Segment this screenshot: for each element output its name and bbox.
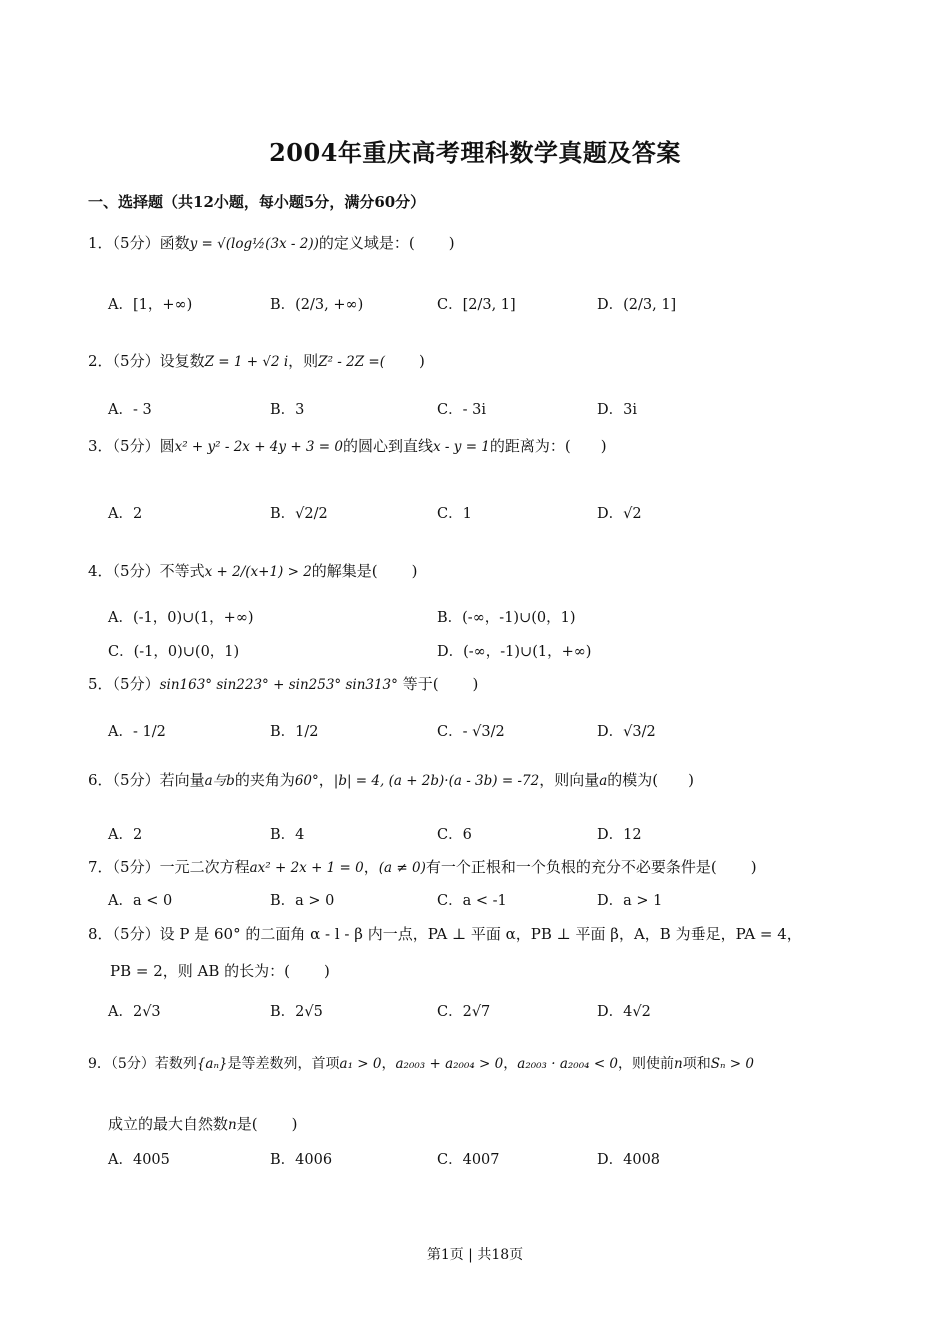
question-number: 3．（5分） — [88, 437, 160, 455]
option-d: D．4008 — [597, 1152, 661, 1168]
option-b: B．a > 0 — [270, 893, 335, 909]
option-b: B．1/2 — [270, 724, 319, 740]
option-b: B．√2/2 — [270, 506, 328, 522]
math-expr: sin163° sin223° + sin253° sin313° — [159, 677, 398, 693]
option-a: A．2 — [108, 506, 143, 522]
question-number: 8．（5分） — [88, 925, 160, 943]
option-a: A．a < 0 — [108, 893, 173, 909]
math-expr: Sₙ > 0 — [710, 1056, 754, 1072]
math-expr: |b| = 4, (a + 2b)·(a - 3b) = -72 — [333, 773, 540, 789]
option-d: D．3i — [597, 402, 637, 418]
question-3: 3．（5分）圆x² + y² - 2x + 4y + 3 = 0的圆心到直线x - y = 1的距离为：( ) — [88, 437, 607, 455]
question-9: 9．（5分）若数列{aₙ}是等差数列，首项a₁ > 0，a₂₀₀₃ + a₂₀₀₄ > 0，a₂₀₀₃ · a₂₀₀₄ < 0，则使前n项和Sₙ > 0 — [88, 1056, 754, 1072]
question-7: 7．（5分）一元二次方程ax² + 2x + 1 = 0，(a ≠ 0)有一个正根和一个负根的充分不必要条件是( ) — [88, 858, 757, 876]
option-b: B．4006 — [270, 1152, 333, 1168]
question-1: 1．（5分）函数y = √(log½(3x - 2))的定义域是：( ) — [88, 234, 455, 252]
math-expr: {aₙ} — [196, 1056, 228, 1072]
option-d: D．(2/3, 1] — [597, 297, 677, 313]
question-8-cont: PB = 2，则 AB 的长为：( ) — [110, 962, 330, 980]
question-number: 2．（5分） — [88, 352, 160, 370]
option-c: C．1 — [437, 506, 472, 522]
option-d: D．4√2 — [597, 1004, 651, 1020]
option-a: A．[1，+∞) — [108, 297, 193, 313]
option-c: C．4007 — [437, 1152, 500, 1168]
math-expr: y = √(log½(3x - 2)) — [189, 236, 319, 252]
question-4: 4．（5分）不等式x + 2/(x+1) > 2的解集是( ) — [88, 562, 418, 580]
question-number: 5．（5分） — [88, 675, 160, 693]
math-expr: Z = 1 + √2 i — [204, 354, 289, 370]
math-expr: n — [674, 1056, 683, 1072]
option-c: C．6 — [437, 827, 472, 843]
option-a: A．- 1/2 — [108, 724, 166, 740]
math-expr: x² + y² - 2x + 4y + 3 = 0 — [174, 439, 343, 455]
math-expr: a — [599, 773, 608, 789]
option-d: D．√2 — [597, 506, 642, 522]
option-a: A．(-1，0)∪(1，+∞) — [108, 610, 254, 626]
math-expr: a₂₀₀₃ · a₂₀₀₄ < 0 — [517, 1056, 619, 1072]
option-b: B．2√5 — [270, 1004, 323, 1020]
question-5: 5．（5分）sin163° sin223° + sin253° sin313° 等于( ) — [88, 675, 479, 693]
option-c: C．(-1，0)∪(0，1) — [108, 644, 240, 660]
option-c: C．2√7 — [437, 1004, 491, 1020]
math-expr: ax² + 2x + 1 = 0 — [249, 860, 364, 876]
question-9-cont: 成立的最大自然数n是( ) — [108, 1115, 298, 1133]
question-number: 4．（5分） — [88, 562, 160, 580]
math-expr: x - y = 1 — [433, 439, 490, 455]
option-a: A．- 3 — [108, 402, 152, 418]
option-d: D．√3/2 — [597, 724, 656, 740]
question-number: 1．（5分） — [88, 234, 160, 252]
math-expr: a₂₀₀₃ + a₂₀₀₄ > 0 — [395, 1056, 504, 1072]
math-expr: 60° — [294, 773, 319, 789]
option-c: C．- 3i — [437, 402, 486, 418]
page-title: 2004年重庆高考理科数学真题及答案 — [269, 138, 681, 167]
option-d: D．12 — [597, 827, 642, 843]
option-c: C．[2/3, 1] — [437, 297, 516, 313]
option-b: B．(2/3, +∞) — [270, 297, 364, 313]
math-expr: Z² - 2Z =( — [318, 354, 385, 370]
option-a: A．4005 — [108, 1152, 170, 1168]
math-expr: x + 2/(x+1) > 2 — [204, 564, 312, 580]
option-b: B．3 — [270, 402, 305, 418]
option-b: B．(-∞，-1)∪(0，1) — [437, 610, 576, 626]
option-a: A．2√3 — [108, 1004, 161, 1020]
question-6: 6．（5分）若向量a与b的夹角为60°，|b| = 4, (a + 2b)·(a - 3b) = -72，则向量a的模为( ) — [88, 771, 694, 789]
question-8: 8．（5分）设 P 是 60° 的二面角 α - l - β 内一点，PA ⊥ 平面 α，PB ⊥ 平面 β，A，B 为垂足，PA = 4， — [88, 925, 802, 943]
option-c: C．- √3/2 — [437, 724, 505, 740]
option-b: B．4 — [270, 827, 305, 843]
option-c: C．a < -1 — [437, 893, 507, 909]
option-a: A．2 — [108, 827, 143, 843]
question-number: 7．（5分） — [88, 858, 160, 876]
math-expr: a与b — [204, 773, 235, 789]
question-2: 2．（5分）设复数Z = 1 + √2 i，则Z² - 2Z =( ) — [88, 352, 425, 370]
question-number: 9．（5分） — [88, 1056, 155, 1072]
math-expr: a₁ > 0 — [339, 1056, 382, 1072]
page-footer: 第1页 | 共18页 — [426, 1247, 524, 1263]
option-d: D．(-∞，-1)∪(1，+∞) — [437, 644, 592, 660]
section-heading: 一、选择题（共12小题，每小题5分，满分60分） — [88, 193, 426, 211]
math-expr: (a ≠ 0) — [378, 860, 426, 876]
option-d: D．a > 1 — [597, 893, 663, 909]
question-number: 6．（5分） — [88, 771, 160, 789]
